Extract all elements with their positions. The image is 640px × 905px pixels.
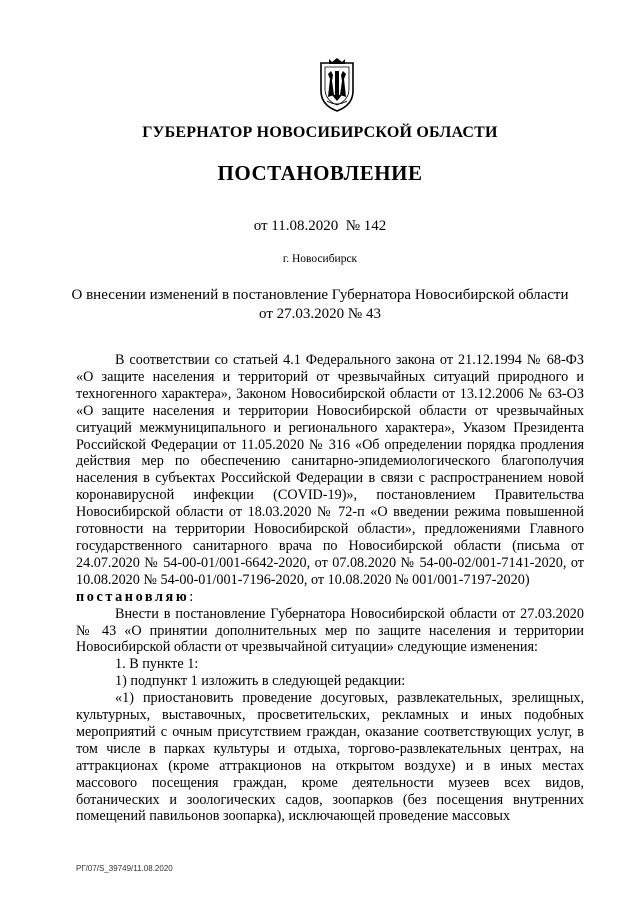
subject-line-1: О внесении изменений в постановление Губернатора Новосибирской области <box>71 287 569 303</box>
document-type-title: ПОСТАНОВЛЕНИЕ <box>217 161 423 185</box>
quoted-provision-paragraph: «1) приостановить проведение досуговых, развлекательных, зрелищных, культурных, выставочных, просветительских, рекламных и иных подобных мероприятий с очным присутствием граждан, оказание соответствующих услуг, в том числе в парках культуры и отдыха, торгово-развлекательных центрах, на аттракционах (кроме аттракционов на открытом воздухе) и в иных местах массового посещения граждан, кроме деятельности музеев всех видов, ботанических и зоологических садов, зоопарков (без посещения внутренних помещений павильонов зоопарка), исключающей проведение массовых <box>76 690 584 825</box>
amendment-intro-paragraph: Внести в постановление Губернатора Новосибирской области от 27.03.2020 № 43 «О принятии дополнительных мер по защите населения и территории Новосибирской области от чрезвычайной ситуации» следующие изменения: <box>76 605 584 656</box>
decree-colon: : <box>189 588 194 605</box>
decree-word: постановляю <box>76 588 190 605</box>
preamble-paragraph: В соответствии со статьей 4.1 Федерального закона от 21.12.1994 № 68-ФЗ «О защите населения и территорий от чрезвычайных ситуаций природного и техногенного характера», Законом Новосибирской области от 13.12.2006 № 63-ОЗ «О защите населения и территории Новосибирской области от чрезвычайных ситуаций межмуниципального и регионального характера», Указом Президента Российской Федерации от 11.05.2020 № 316 «Об определении порядка продления действия мер по обеспечению санитарно-эпидемиологического благополучия населения в субъектах Российской Федерации в связи с распространением новой коронавирусной инфекции (COVID-19)», постановлением Правительства Новосибирской области от 18.03.2020 № 72-п «О введении режима повышенной готовности на территории Новосибирской области», предложениями Главного государственного санитарного врача по Новосибирской области (письма от 24.07.2020 № 54-00-01/001-6642-2020, от 07.08.2020 № 54-00-02/001-7141-2020, от 10.08.2020 № 54-00-01/001-7196-2020, от 10.08.2020 № 001/001-7197-2020) <box>76 352 584 588</box>
issuing-authority: ГУБЕРНАТОР НОВОСИБИРСКОЙ ОБЛАСТИ <box>142 124 498 141</box>
decree-line <box>76 589 584 606</box>
item-1: 1. В пункте 1: <box>115 656 199 673</box>
coat-of-arms-icon <box>317 57 357 113</box>
document-subject <box>60 286 580 324</box>
subitem-1: 1) подпункт 1 изложить в следующей редакции: <box>115 673 406 690</box>
document-code: РГ/07/S_39749/11.08.2020 <box>76 864 173 873</box>
city-name: г. Новосибирск <box>282 253 358 265</box>
date-and-number: от 11.08.2020 № 142 <box>253 218 387 234</box>
document-body <box>76 352 584 825</box>
subject-line-2: от 27.03.2020 № 43 <box>259 306 381 322</box>
